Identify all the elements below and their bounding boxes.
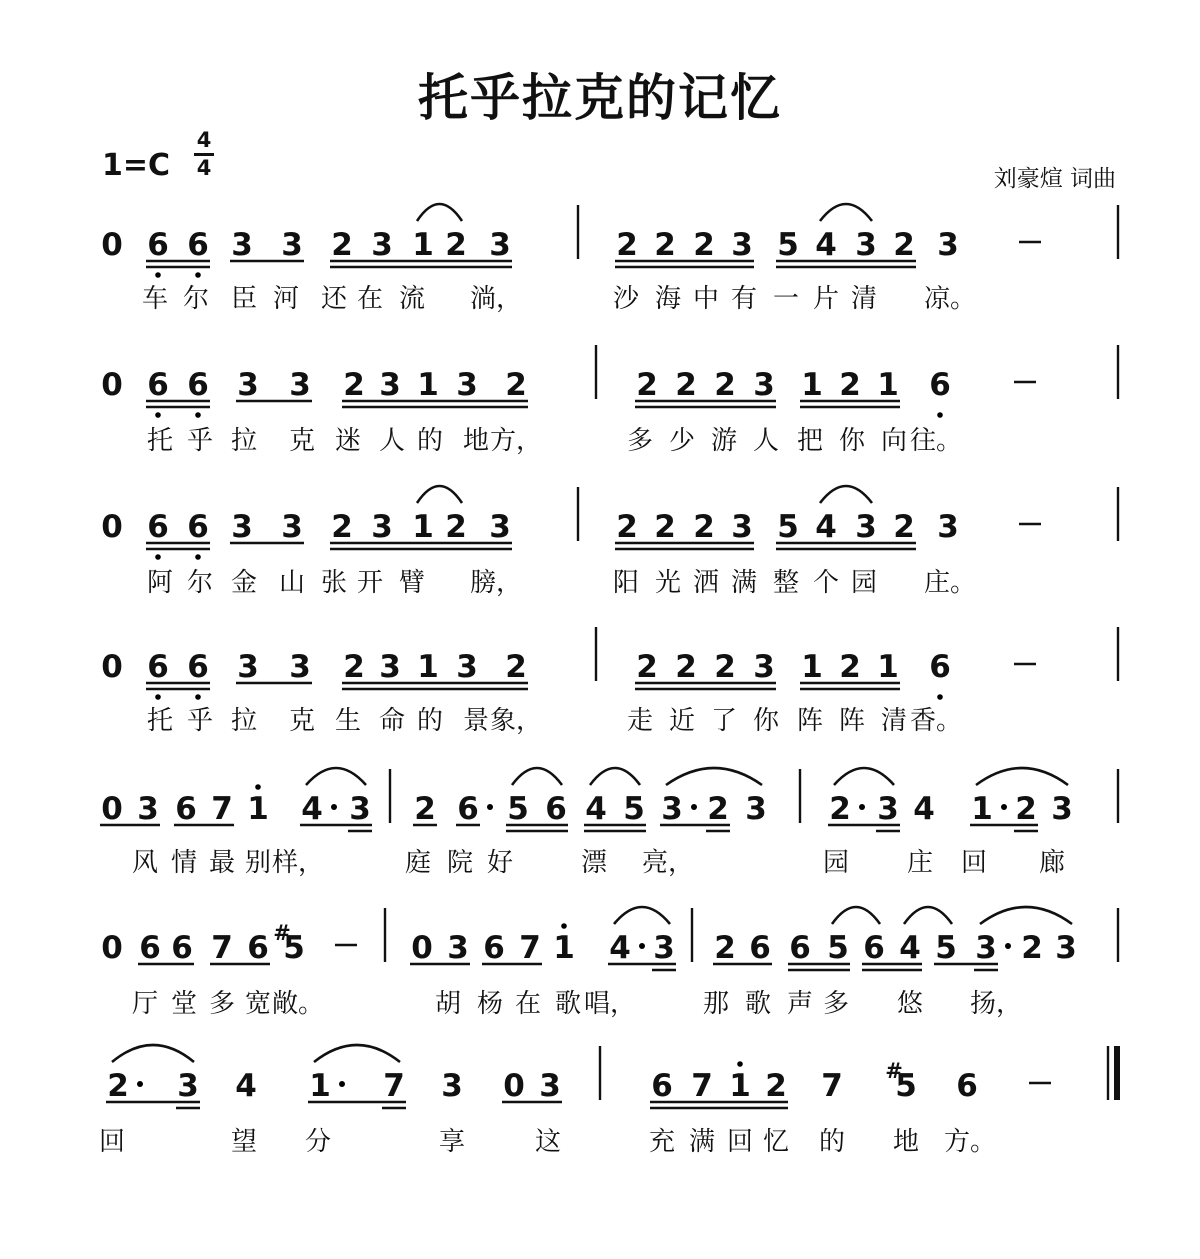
note: 3 [456, 367, 478, 403]
augmentation-dot [1005, 943, 1011, 949]
note: 6 [187, 649, 209, 685]
lyric-syllable: 多 [626, 426, 654, 456]
note: 6 [187, 509, 209, 545]
composer-credit: 刘豪煊 词曲 [993, 166, 1116, 192]
note: 0 [411, 930, 433, 966]
note: 4 [301, 791, 323, 827]
lyric-syllable: 命 [378, 706, 406, 736]
slur-arc [614, 907, 670, 924]
note: 2 [675, 649, 697, 685]
slur-arc [112, 1045, 194, 1062]
low-octave-dot [195, 412, 201, 418]
note: 6 [139, 930, 161, 966]
note: 3 [937, 509, 959, 545]
note: 2 [839, 649, 861, 685]
note: 2 [693, 509, 715, 545]
slur-arc [512, 768, 562, 785]
augmentation-dot [331, 804, 337, 810]
note: 2 [505, 367, 527, 403]
low-octave-dot [195, 554, 201, 560]
note: 1 [971, 791, 993, 827]
lyric-syllable: 把 [796, 426, 824, 456]
note: 2 [445, 227, 467, 263]
slur-arc [832, 907, 880, 924]
note: 2 [714, 367, 736, 403]
lyric-syllable: 生 [334, 706, 362, 736]
note: 4 [815, 509, 837, 545]
note: 4 [235, 1068, 257, 1104]
lyric-syllable: 向 [880, 426, 908, 456]
note: 2 [707, 791, 729, 827]
lyric-syllable: 胡 [434, 989, 462, 1019]
note: 3 [289, 649, 311, 685]
note: 7 [519, 930, 541, 966]
lyric-syllable: 流 [398, 284, 426, 314]
lyric-syllable: 厅 [131, 989, 159, 1019]
augmentation-dot [487, 804, 493, 810]
lyric-syllable: 人 [752, 426, 780, 456]
note: 3 [731, 227, 753, 263]
lyric-syllable: 悠 [896, 989, 924, 1019]
lyric-syllable: 往。 [909, 426, 963, 456]
slur-arc [417, 486, 462, 503]
note: 2 [765, 1068, 787, 1104]
lyric-syllable: 最 [208, 848, 236, 878]
lyric-syllable: 张 [320, 568, 348, 598]
note: 2 [829, 791, 851, 827]
note: 3 [379, 649, 401, 685]
slur-arc [314, 1045, 400, 1062]
note: 1 [417, 649, 439, 685]
lyric-syllable: 人 [378, 426, 406, 456]
note: 5 [777, 227, 799, 263]
lyric-syllable: 整 [772, 568, 800, 598]
note: 2 [636, 649, 658, 685]
note: 4 [913, 791, 935, 827]
note: 2 [714, 649, 736, 685]
lyric-syllable: 那 [702, 989, 730, 1019]
note: 6 [171, 930, 193, 966]
note: 5 [895, 1068, 917, 1104]
note: 3 [1055, 930, 1077, 966]
lyric-syllable: 拉 [230, 706, 258, 736]
note: 0 [101, 509, 123, 545]
note: 3 [289, 367, 311, 403]
lyric-syllable: 尔 [186, 568, 214, 598]
note: 1 [412, 509, 434, 545]
low-octave-dot [155, 694, 161, 700]
note: 5 [283, 930, 305, 966]
augmentation-dot [691, 804, 697, 810]
note: 5 [827, 930, 849, 966]
note: 6 [929, 367, 951, 403]
note: 2 [331, 509, 353, 545]
lyric-syllable: 满 [730, 568, 758, 598]
note: 3 [237, 649, 259, 685]
high-octave-dot [737, 1061, 743, 1067]
lyric-syllable: 你 [752, 706, 780, 736]
note: 5 [935, 930, 957, 966]
note: 1 [412, 227, 434, 263]
note: 2 [654, 509, 676, 545]
lyric-syllable: 近 [668, 706, 696, 736]
lyric-syllable: 迷 [334, 426, 362, 456]
note: 6 [147, 367, 169, 403]
lyric-syllable: 在 [514, 989, 542, 1019]
note: 3 [745, 791, 767, 827]
note: 3 [371, 509, 393, 545]
lyric-syllable: 清 [880, 706, 908, 736]
note: 2 [636, 367, 658, 403]
note: 6 [545, 791, 567, 827]
note: 7 [383, 1068, 405, 1104]
note: 2 [654, 227, 676, 263]
note: 4 [609, 930, 631, 966]
lyric-syllable: 香。 [909, 706, 963, 736]
note: 3 [975, 930, 997, 966]
lyric-syllable: 宽 [244, 989, 272, 1019]
note: 3 [281, 227, 303, 263]
lyric-syllable: 望 [230, 1127, 258, 1157]
slur-arc [820, 486, 872, 503]
note: 2 [675, 367, 697, 403]
note: 3 [447, 930, 469, 966]
augmentation-dot [137, 1081, 143, 1087]
note: 3 [371, 227, 393, 263]
low-octave-dot [937, 412, 943, 418]
lyric-syllable: 院 [446, 848, 474, 878]
note: 3 [661, 791, 683, 827]
slur-arc [820, 204, 872, 221]
lyric-syllable: 拉 [230, 426, 258, 456]
lyric-syllable: 片 [812, 284, 840, 314]
time-signature-bottom: 4 [196, 156, 212, 180]
note: 3 [753, 649, 775, 685]
note: 3 [281, 509, 303, 545]
note: 3 [855, 227, 877, 263]
lyric-syllable: 在 [356, 284, 384, 314]
lyric-syllable: 的 [416, 706, 444, 736]
note: 1 [729, 1068, 751, 1104]
lyric-syllable: 臂 [398, 568, 426, 598]
note: 6 [247, 930, 269, 966]
lyric-syllable: 象， [489, 706, 543, 736]
augmentation-dot [639, 943, 645, 949]
note: 1 [417, 367, 439, 403]
note: 3 [653, 930, 675, 966]
lyric-syllable: 回 [960, 848, 988, 878]
note: 3 [877, 791, 899, 827]
lyric-syllable: 这 [534, 1127, 562, 1157]
low-octave-dot [195, 272, 201, 278]
lyric-syllable: 的 [416, 426, 444, 456]
note: 3 [231, 509, 253, 545]
note: 1 [553, 930, 575, 966]
lyric-syllable: 光 [654, 568, 682, 598]
lyric-syllable: 托 [146, 426, 174, 456]
lyric-syllable: 扬， [969, 989, 1023, 1019]
slur-arc [666, 768, 762, 785]
lyric-syllable: 声 [786, 989, 814, 1019]
lyric-syllable: 有 [730, 284, 758, 314]
lyric-syllable: 阳 [612, 568, 640, 598]
slur-arc [904, 907, 952, 924]
note: 7 [821, 1068, 843, 1104]
lyric-syllable: 河 [272, 284, 300, 314]
note: 4 [899, 930, 921, 966]
lyric-syllable: 廊 [1038, 848, 1066, 878]
lyric-syllable: 方， [489, 426, 543, 456]
note: 6 [457, 791, 479, 827]
note: 0 [101, 367, 123, 403]
note: 2 [445, 509, 467, 545]
note: 0 [101, 791, 123, 827]
lyric-syllable: 乎 [186, 426, 214, 456]
lyric-syllable: 亮， [641, 848, 695, 878]
slur-arc [417, 204, 462, 221]
note: 6 [187, 367, 209, 403]
note: 2 [343, 649, 365, 685]
note: 6 [187, 227, 209, 263]
lyric-syllable: 享 [438, 1127, 466, 1157]
lyric-syllable: 乎 [186, 706, 214, 736]
sharp-accidental: # [885, 1059, 903, 1083]
note: 6 [147, 509, 169, 545]
low-octave-dot [155, 272, 161, 278]
note: 2 [714, 930, 736, 966]
note: 7 [211, 930, 233, 966]
low-octave-dot [937, 694, 943, 700]
note: 6 [483, 930, 505, 966]
note: 6 [929, 649, 951, 685]
note: 2 [505, 649, 527, 685]
note: 2 [893, 509, 915, 545]
lyric-syllable: 风 [131, 848, 159, 878]
augmentation-dot [859, 804, 865, 810]
lyric-syllable: 车 [141, 284, 169, 314]
slur-arc [980, 907, 1072, 924]
note: 6 [147, 649, 169, 685]
note: 1 [247, 791, 269, 827]
note: 6 [789, 930, 811, 966]
note: 6 [651, 1068, 673, 1104]
sharp-accidental: # [273, 921, 291, 945]
note: 5 [507, 791, 529, 827]
slur-arc [306, 768, 366, 785]
lyric-syllable: 托 [146, 706, 174, 736]
song-title: 托乎拉克的记忆 [418, 68, 782, 127]
lyric-syllable: 洒 [692, 568, 720, 598]
lyric-syllable: 景 [462, 706, 490, 736]
note: 3 [177, 1068, 199, 1104]
high-octave-dot [255, 784, 261, 790]
lyric-syllable: 金 [230, 568, 258, 598]
lyric-syllable: 沙 [612, 284, 640, 314]
lyric-syllable: 堂 [170, 989, 198, 1019]
note: 3 [441, 1068, 463, 1104]
low-octave-dot [155, 554, 161, 560]
note: 2 [693, 227, 715, 263]
note: 0 [101, 227, 123, 263]
note: 1 [309, 1068, 331, 1104]
note: 4 [815, 227, 837, 263]
lyric-syllable: 漂 [580, 848, 608, 878]
lyric-syllable: 的 [818, 1127, 846, 1157]
lyric-syllable: 回 [726, 1127, 754, 1157]
note: 3 [539, 1068, 561, 1104]
note: 3 [231, 227, 253, 263]
note: 3 [753, 367, 775, 403]
high-octave-dot [561, 923, 567, 929]
note: 3 [456, 649, 478, 685]
slur-arc [976, 768, 1068, 785]
lyric-syllable: 海 [654, 284, 682, 314]
lyric-syllable: 别 [244, 848, 272, 878]
note: 3 [237, 367, 259, 403]
lyric-syllable: 还 [320, 284, 348, 314]
note: 3 [1051, 791, 1073, 827]
lyric-syllable: 克 [288, 426, 316, 456]
note: 3 [379, 367, 401, 403]
lyric-syllable: 开 [356, 568, 384, 598]
key-signature: 1=C [102, 148, 171, 183]
note: 3 [937, 227, 959, 263]
note: 2 [616, 509, 638, 545]
note: 5 [623, 791, 645, 827]
lyric-syllable: 回 [98, 1127, 126, 1157]
lyric-syllable: 淌， [469, 284, 523, 314]
note: 2 [343, 367, 365, 403]
lyric-syllable: 园 [822, 848, 850, 878]
lyric-syllable: 分 [304, 1127, 332, 1157]
note: 3 [489, 509, 511, 545]
lyric-syllable: 臣 [230, 284, 258, 314]
lyric-syllable: 杨 [476, 989, 504, 1019]
lyric-syllable: 唱， [583, 989, 637, 1019]
lyric-syllable: 园 [850, 568, 878, 598]
note: 3 [855, 509, 877, 545]
lyric-syllable: 庄 [906, 848, 934, 878]
note: 3 [489, 227, 511, 263]
slur-arc [590, 768, 640, 785]
lyric-syllable: 尔 [182, 284, 210, 314]
lyric-syllable: 歌 [744, 989, 772, 1019]
lyric-syllable: 样， [271, 848, 325, 878]
low-octave-dot [195, 694, 201, 700]
lyric-syllable: 凉。 [923, 284, 977, 314]
lyric-syllable: 游 [710, 426, 738, 456]
lyric-syllable: 多 [822, 989, 850, 1019]
lyric-syllable: 忆 [762, 1127, 790, 1157]
note: 3 [137, 791, 159, 827]
note: 1 [877, 367, 899, 403]
lyric-syllable: 情 [170, 848, 198, 878]
note: 2 [107, 1068, 129, 1104]
note: 7 [211, 791, 233, 827]
note: 6 [147, 227, 169, 263]
note: 0 [101, 930, 123, 966]
note: 2 [331, 227, 353, 263]
note: 2 [616, 227, 638, 263]
lyric-syllable: 走 [626, 706, 654, 736]
lyric-syllable: 你 [838, 426, 866, 456]
note: 6 [956, 1068, 978, 1104]
note: 6 [749, 930, 771, 966]
lyric-syllable: 庭 [404, 848, 432, 878]
note: 1 [877, 649, 899, 685]
time-signature-top: 4 [196, 128, 212, 152]
lyric-syllable: 好 [486, 848, 514, 878]
note: 6 [863, 930, 885, 966]
lyric-syllable: 了 [710, 706, 738, 736]
note: 1 [801, 367, 823, 403]
lyric-syllable: 山 [278, 568, 306, 598]
lyric-syllable: 中 [692, 284, 720, 314]
note: 2 [1015, 791, 1037, 827]
lyric-syllable: 地 [892, 1127, 920, 1157]
note: 4 [585, 791, 607, 827]
note: 5 [777, 509, 799, 545]
note: 0 [101, 649, 123, 685]
lyric-syllable: 敞。 [271, 989, 325, 1019]
note: 3 [731, 509, 753, 545]
note: 2 [893, 227, 915, 263]
lyric-syllable: 地 [462, 426, 490, 456]
augmentation-dot [1001, 804, 1007, 810]
lyric-syllable: 多 [208, 989, 236, 1019]
slur-arc [834, 768, 894, 785]
note: 7 [691, 1068, 713, 1104]
note: 6 [175, 791, 197, 827]
lyric-syllable: 歌 [554, 989, 582, 1019]
augmentation-dot [339, 1081, 345, 1087]
lyric-syllable: 充 [648, 1127, 676, 1157]
low-octave-dot [155, 412, 161, 418]
note: 2 [839, 367, 861, 403]
lyric-syllable: 阿 [146, 568, 174, 598]
lyric-syllable: 阵 [838, 706, 866, 736]
lyric-syllable: 克 [288, 706, 316, 736]
lyric-syllable: 满 [688, 1127, 716, 1157]
note: 3 [349, 791, 371, 827]
note: 2 [414, 791, 436, 827]
lyric-syllable: 一 [772, 284, 800, 314]
lyric-syllable: 个 [812, 568, 840, 598]
lyric-syllable: 庄。 [923, 568, 977, 598]
note: 1 [801, 649, 823, 685]
lyric-syllable: 方。 [943, 1127, 997, 1157]
lyric-syllable: 清 [850, 284, 878, 314]
note: 2 [1021, 930, 1043, 966]
lyric-syllable: 少 [668, 426, 696, 456]
note: 0 [503, 1068, 525, 1104]
lyric-syllable: 膀， [469, 568, 523, 598]
lyric-syllable: 阵 [796, 706, 824, 736]
